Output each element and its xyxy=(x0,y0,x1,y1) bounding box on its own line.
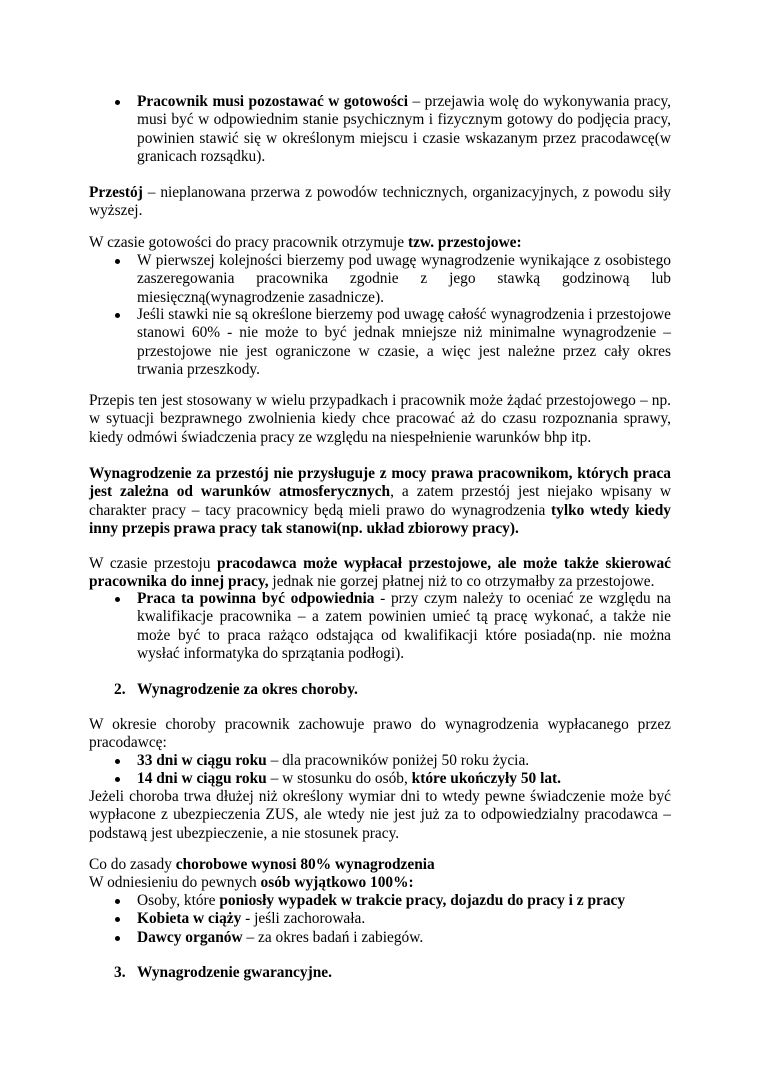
list-item-text: – w stosunku do osób, xyxy=(266,770,412,787)
list-item-text: – za okres badań i zabiegów. xyxy=(242,929,424,946)
paragraph-text: – nieplanowana przerwa z powodów technicznych, organizacyjnych, z powodu siły wyższej. xyxy=(89,184,671,220)
section-heading xyxy=(114,964,671,982)
bullet-icon xyxy=(115,899,120,904)
list-item-text: – dla pracowników poniżej 50 roku życia. xyxy=(266,752,530,769)
bold-text: Dawcy organów xyxy=(137,929,243,946)
paragraph xyxy=(89,184,671,221)
list-item xyxy=(137,93,671,167)
bullet-icon xyxy=(115,936,120,941)
section-title: Wynagrodzenie gwarancyjne. xyxy=(137,964,332,981)
paragraph-text: W odniesieniu do pewnych xyxy=(89,874,261,891)
list-item-text: Jeśli stawki nie są określone bierzemy pod uwagę całość wynagrodzenia i przestojowe stanowi 60% - nie może to być jednak mniejsze niż minimalne wynagrodzenie – przestojowe nie jest ograniczone w czasie, a więc jest należne przez cały okres trwania przeszkody. xyxy=(137,306,671,379)
bullet-icon xyxy=(115,259,120,264)
bullet-icon xyxy=(115,597,120,602)
list-item xyxy=(137,929,671,947)
paragraph-text: jednak nie gorzej płatnej niż to co otrzymałby za przestojowe. xyxy=(268,573,655,591)
list-item xyxy=(137,770,671,788)
paragraph-text: – przejawia wolę do wykonywania pracy, musi być w odpowiednim stanie psychicznym i fizycznym gotowy do podjęcia pracy, powinien stawić się w określonym miejscu i czasie wskazanym przez pracodawcę(w granicach rozsądku). xyxy=(137,93,672,166)
bold-text: Wynagrodzenie za przestój nie przysługuje z mocy prawa pracownikom, których praca jest zależna od warunków atmosferycznych xyxy=(89,465,671,501)
bold-text: Pracownik musi pozostawać w gotowości xyxy=(137,93,408,110)
paragraph xyxy=(89,716,671,753)
paragraph xyxy=(89,234,671,252)
bold-text: które ukończyły 50 lat. xyxy=(411,770,562,787)
list-item-text: - przy czym należy to oceniać ze względu na kwalifikacje pracownika – a zatem powinien umieć tą pracę wykonać, a także nie może być to praca rażąco odstająca od kwalifikacji które posiada(np. nie można wysłać informatyka do sprzątania podłogi). xyxy=(137,590,671,663)
bullet-icon xyxy=(115,313,120,318)
bullet-icon xyxy=(115,777,120,782)
bold-text: tzw. przestojowe: xyxy=(407,234,522,251)
paragraph-text: W czasie przestoju xyxy=(89,555,218,572)
list-item-text: Osoby, które xyxy=(137,892,220,909)
paragraph-text: W czasie gotowości do pracy pracownik otrzymuje xyxy=(89,234,408,251)
paragraph-text: Jeżeli choroba trwa dłużej niż określony wymiar dni to wtedy pewne świadczenie może być wypłacone z ubezpieczenia ZUS, ale wtedy nie jest już za to odpowiedzialny pracodawca – podstawą jest ubezpieczenie, a nie stosunek pracy. xyxy=(89,788,671,842)
paragraph xyxy=(89,555,671,592)
paragraph xyxy=(89,788,671,843)
list-item xyxy=(137,752,671,770)
list-item-text: W pierwszej kolejności bierzemy pod uwagę wynagrodzenie wynikające z osobistego zaszeregowania pracownika zgodnie z jego stawką godzinową lub miesięczną(wynagrodzenie zasadnicze). xyxy=(137,252,671,306)
bullet-icon xyxy=(115,100,120,105)
section-title: Wynagrodzenie za okres choroby. xyxy=(137,681,358,698)
paragraph-text: , a zatem przestój jest niejako wpisany w charakter pracy – tacy pracownicy będą mieli prawo do wynagrodzenia xyxy=(89,483,671,519)
list-item xyxy=(137,306,671,380)
paragraph-text: Co do zasady xyxy=(89,856,176,873)
bullet-icon xyxy=(115,759,120,764)
paragraph xyxy=(89,874,671,892)
paragraph xyxy=(89,856,671,874)
bold-text: tylko wtedy kiedy inny przepis prawa pracy tak stanowi(np. układ zbiorowy pracy). xyxy=(89,501,671,538)
bold-text: Praca ta powinna być odpowiednia xyxy=(137,590,375,607)
paragraph-text: Przepis ten jest stosowany w wielu przypadkach i pracownik może żądać przestojowego – np. w sytuacji bezprawnego zwolnienia kiedy chce pracować aż do czasu rozpoznania sprawy, kiedy odmówi świadczenia pracy ze względu na niespełnienie warunków bhp itp. xyxy=(89,392,671,446)
section-number: 3. xyxy=(114,964,126,981)
list-item xyxy=(137,590,671,664)
paragraph xyxy=(89,465,671,539)
bold-text: chorobowe wynosi 80% wynagrodzenia xyxy=(175,856,435,873)
bullet-icon xyxy=(115,917,120,922)
paragraph-text: W okresie choroby pracownik zachowuje prawo do wynagrodzenia wypłacanego przez pracodawcę: xyxy=(89,716,671,752)
list-item xyxy=(137,910,671,928)
section-number: 2. xyxy=(114,681,126,698)
bold-text: Kobieta w ciąży xyxy=(137,910,242,927)
bold-text: 33 dni w ciągu roku xyxy=(137,752,267,769)
bold-text: Przestój xyxy=(89,184,143,201)
bold-text: pracodawca może wypłacał przestojowe, ale może także skierować pracownika do innej pracy, xyxy=(89,555,671,591)
bold-text: poniosły wypadek w trakcie pracy, dojazdu do pracy i z pracy xyxy=(219,892,626,909)
list-item xyxy=(137,892,671,910)
list-item-text: - jeśli zachorowała. xyxy=(241,910,366,927)
bold-text: osób wyjątkowo 100%: xyxy=(260,874,414,891)
section-heading xyxy=(114,681,671,699)
bold-text: 14 dni w ciągu roku xyxy=(137,770,267,787)
list-item xyxy=(137,252,671,307)
paragraph xyxy=(89,392,671,447)
